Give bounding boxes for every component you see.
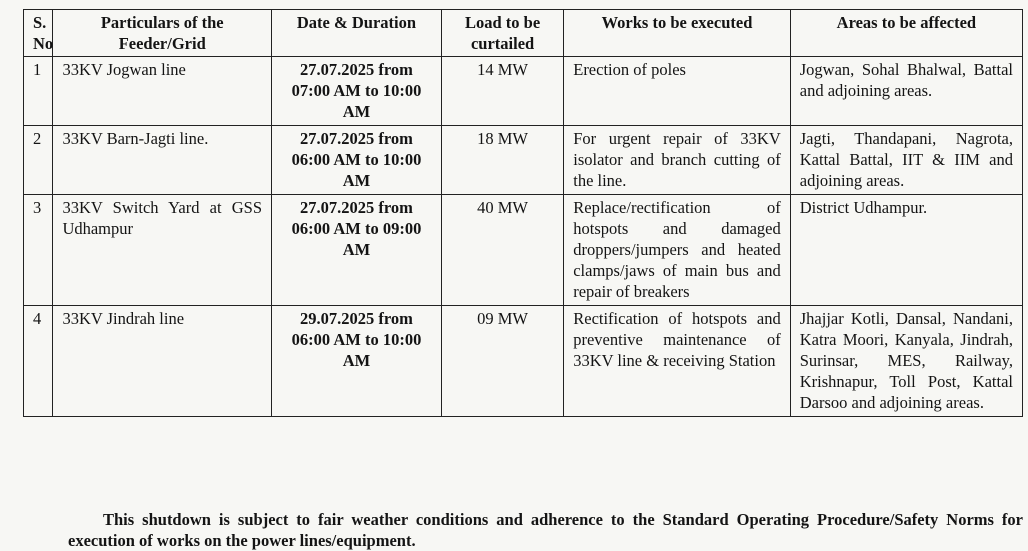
- cell-areas: Jhajjar Kotli, Dansal, Nandani, Katra Moori, Kanyala, Jindrah, Surinsar, MES, Railway, Krishnapur, Toll Post, Kattal Darsoo and adjoining areas.: [790, 306, 1022, 417]
- cell-load: 09 MW: [441, 306, 563, 417]
- cell-feeder: 33KV Barn-Jagti line.: [53, 126, 272, 195]
- header-works: Works to be executed: [564, 10, 791, 57]
- cell-areas: District Udhampur.: [790, 195, 1022, 306]
- header-sno: S. No: [24, 10, 53, 57]
- cell-date-duration: 27.07.2025 from 06:00 AM to 10:00 AM: [272, 126, 442, 195]
- header-load: Load to be curtailed: [441, 10, 563, 57]
- cell-load: 14 MW: [441, 57, 563, 126]
- cell-date-duration: 27.07.2025 from 06:00 AM to 09:00 AM: [272, 195, 442, 306]
- header-date-duration: Date & Duration: [272, 10, 442, 57]
- cell-works: Replace/rectification of hotspots and damaged droppers/jumpers and heated clamps/jaws of main bus and repair of breakers: [564, 195, 791, 306]
- cell-load: 40 MW: [441, 195, 563, 306]
- cell-date-duration: 27.07.2025 from 07:00 AM to 10:00 AM: [272, 57, 442, 126]
- cell-load: 18 MW: [441, 126, 563, 195]
- cell-feeder: 33KV Jogwan line: [53, 57, 272, 126]
- cell-areas: Jagti, Thandapani, Nagrota, Kattal Battal, IIT & IIM and adjoining areas.: [790, 126, 1022, 195]
- table-row: [24, 306, 1023, 417]
- cell-works: For urgent repair of 33KV isolator and branch cutting of the line.: [564, 126, 791, 195]
- cell-sno: 4: [24, 306, 53, 417]
- header-feeder: Particulars of the Feeder/Grid: [53, 10, 272, 57]
- table-row: [24, 195, 1023, 306]
- shutdown-note: This shutdown is subject to fair weather conditions and adherence to the Standard Operating Procedure/Safety Norms for execution of works on the power lines/equipment.: [68, 509, 1023, 550]
- cell-areas: Jogwan, Sohal Bhalwal, Battal and adjoining areas.: [790, 57, 1022, 126]
- cell-sno: 3: [24, 195, 53, 306]
- shutdown-schedule-table: [23, 9, 1023, 417]
- cell-works: Erection of poles: [564, 57, 791, 126]
- cell-works: Rectification of hotspots and preventive maintenance of 33KV line & receiving Station: [564, 306, 791, 417]
- cell-sno: 2: [24, 126, 53, 195]
- cell-feeder: 33KV Switch Yard at GSS Udhampur: [53, 195, 272, 306]
- cell-feeder: 33KV Jindrah line: [53, 306, 272, 417]
- cell-sno: 1: [24, 57, 53, 126]
- cell-date-duration: 29.07.2025 from 06:00 AM to 10:00 AM: [272, 306, 442, 417]
- header-areas: Areas to be affected: [790, 10, 1022, 57]
- table-header-row: [24, 10, 1023, 57]
- table-row: [24, 57, 1023, 126]
- table-row: [24, 126, 1023, 195]
